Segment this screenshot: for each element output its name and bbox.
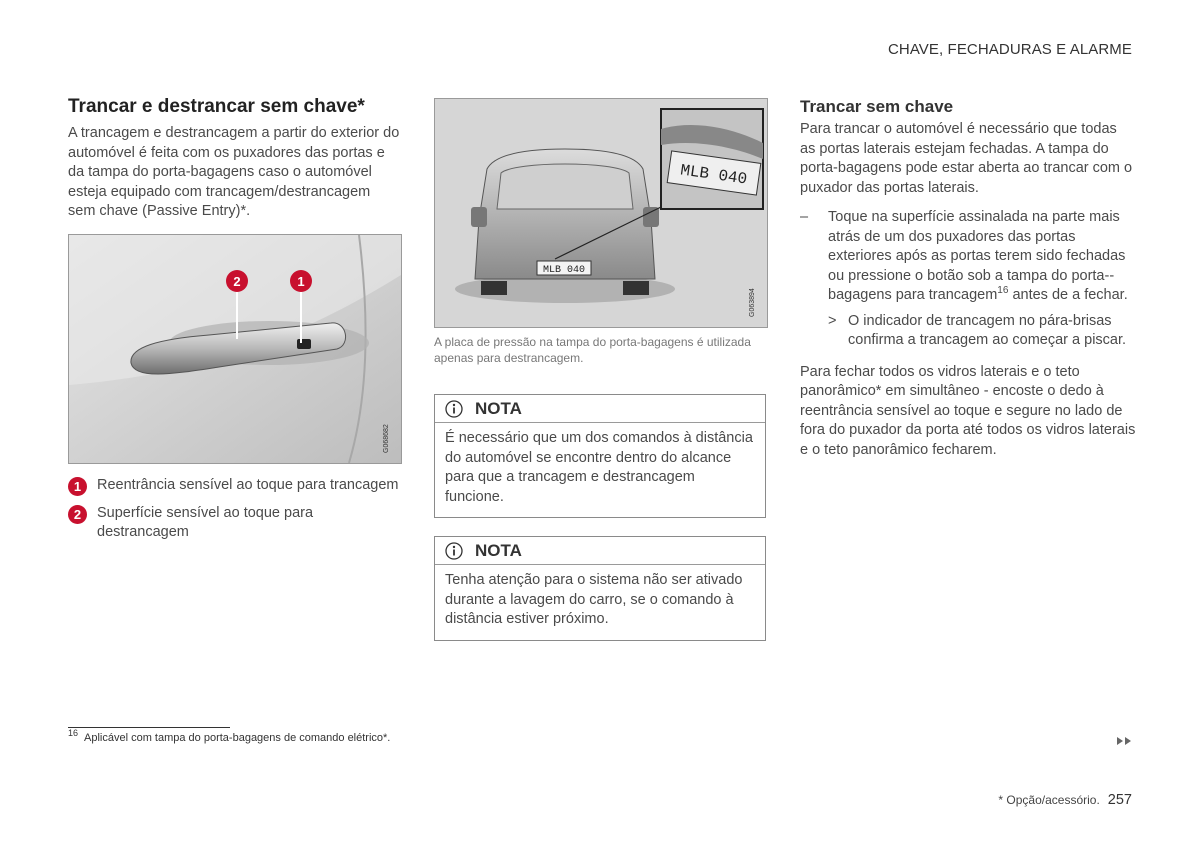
- note-title: NOTA: [475, 540, 522, 560]
- middle-column: [434, 98, 766, 641]
- instruction-text-main: Toque na superfície assinalada na parte mais atrás de um dos puxadores das portas exteriores após as portas terem sido fechadas ou pressione o botão sob a tampa do porta--bagagens para trancagem: [828, 209, 1126, 303]
- note-text: Tenha atenção para o sistema não ser ativado durante a lavagem do carro, se o comando à distância estiver próximo.: [445, 572, 743, 627]
- legend-text: Superfície sensível ao toque para destrancagem: [97, 504, 314, 540]
- result-item: [828, 312, 1136, 351]
- figure-id: G068682: [383, 423, 390, 453]
- legend-marker: 1: [68, 477, 87, 496]
- marker-1-label: 1: [297, 273, 305, 289]
- instruction-text-end: antes de a fechar.: [1008, 287, 1128, 303]
- legend-item: [68, 476, 400, 496]
- legend-marker: 2: [68, 505, 87, 524]
- note-text: É necessário que um dos comandos à distância do automóvel se encontre dentro do alcance para que a trancagem e destrancagem funcione.: [445, 430, 753, 505]
- closing-paragraph: Para fechar todos os vidros laterais e o teto panorâmico* em simultâneo - encoste o dedo à reentrância sensível ao toque e segure no lado de fora do puxador da porta até todos os vidros laterais e o teto panorâmico fecharem.: [800, 363, 1136, 458]
- door-handle-illustration: [69, 235, 401, 463]
- instruction-text: [828, 208, 1136, 306]
- instruction-step: [800, 208, 1136, 306]
- info-icon: [445, 542, 463, 560]
- note-title: NOTA: [475, 398, 522, 418]
- marker-2-callout: [226, 270, 248, 292]
- note-box: [434, 536, 766, 641]
- tailgate-figure: [434, 98, 768, 328]
- marker-2-label: 2: [233, 273, 241, 289]
- page-number: 257: [1107, 792, 1132, 808]
- figure-caption: A placa de pressão na tampa do porta-bagagens é utilizada apenas para destrancagem.: [434, 335, 751, 365]
- result-text: O indicador de trancagem no pára-brisas confirma a trancagem ao começar a piscar.: [848, 312, 1127, 348]
- marker-1-callout: [290, 270, 312, 292]
- note-header: [435, 395, 765, 423]
- section-title: Trancar sem chave: [800, 97, 954, 116]
- intro-paragraph: Para trancar o automóvel é necessário que todas as portas laterais estejam fechadas. A tampa do porta-bagagens pode estar aberta ao trancar com o puxador das portas laterais.: [800, 121, 1133, 196]
- footnote-divider: [68, 727, 230, 728]
- note-box: [434, 394, 766, 518]
- footnote: [68, 728, 391, 744]
- left-column: [68, 96, 400, 551]
- bullet-marker: –: [800, 209, 809, 225]
- footnote-number: 16: [68, 728, 79, 739]
- footnote-text: Aplicável com tampa do porta-bagagens de comando elétrico*.: [84, 732, 391, 744]
- double-chevron-right-icon: [1116, 736, 1134, 746]
- footnote-ref: 16: [997, 285, 1009, 297]
- info-icon: [445, 400, 463, 418]
- right-column: [800, 96, 1136, 460]
- figure-legend: [68, 476, 400, 543]
- license-plate-zoom: MLB 040: [679, 161, 749, 189]
- car-rear-illustration: [435, 99, 767, 327]
- legend-text: Reentrância sensível ao toque para trancagem: [97, 476, 399, 493]
- license-plate-small: MLB 040: [542, 265, 586, 276]
- intro-paragraph: A trancagem e destrancagem a partir do exterior do automóvel é feita com os puxadores das portas e da tampa do porta-bagagens caso o automóvel esteja equipado com trancagem/destrancagem sem chave (Passive Entry)*.: [68, 125, 400, 219]
- page-title: Trancar e destrancar sem chave*: [68, 96, 365, 117]
- figure-id: G063894: [749, 288, 756, 317]
- note-header: [435, 537, 765, 565]
- door-handle-figure: [68, 234, 402, 464]
- result-marker: >: [828, 312, 837, 329]
- page-footer: [998, 792, 1132, 808]
- section-header: CHAVE, FECHADURAS E ALARME: [887, 41, 1132, 58]
- legend-item: [68, 504, 400, 543]
- option-note: * Opção/acessório.: [998, 793, 1100, 807]
